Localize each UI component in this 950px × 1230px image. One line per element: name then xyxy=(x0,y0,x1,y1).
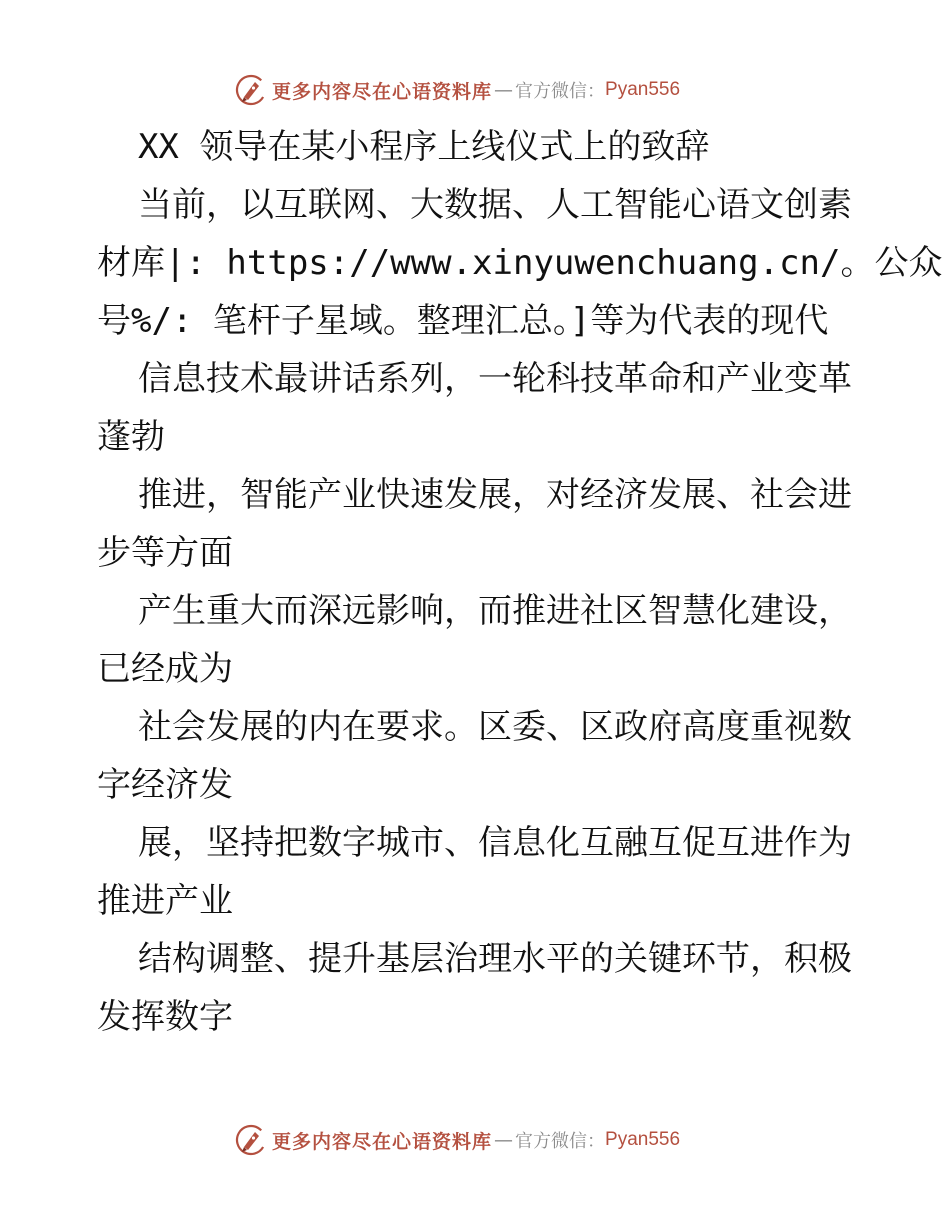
text-line: 展，坚持把数字城市、信息化互融互促互进作为 xyxy=(97,823,852,863)
document-body xyxy=(97,118,943,1046)
document-title: XX 领导在某小程序上线仪式上的致辞 xyxy=(97,127,710,167)
pen-nib-logo-icon xyxy=(234,73,268,107)
text-line: 材库|: https://www.xinyuwenchuang.cn/。公众 xyxy=(97,243,943,283)
footer-banner-content xyxy=(234,1120,680,1160)
header-banner-wechat-id: Pyan556 xyxy=(605,79,681,100)
text-line: 已经成为 xyxy=(97,649,233,689)
header-banner-content xyxy=(234,70,680,110)
footer-banner-wechat-id: Pyan556 xyxy=(605,1129,681,1150)
text-line: 字经济发 xyxy=(97,765,233,805)
text-line: 发挥数字 xyxy=(97,997,233,1037)
text-line: 号%/: 笔杆子星域。整理汇总。]等为代表的现代 xyxy=(97,301,829,341)
text-line: 产生重大而深远影响，而推进社区智慧化建设， xyxy=(97,591,852,631)
pen-nib-logo-icon xyxy=(234,1123,268,1157)
text-line: 当前，以互联网、大数据、人工智能心语文创素 xyxy=(97,185,852,225)
header-banner-separator: — xyxy=(494,79,514,101)
header-banner-wechat-label: 官方微信： xyxy=(515,81,606,102)
text-line: 推进产业 xyxy=(97,881,233,921)
header-banner xyxy=(0,70,950,110)
text-line: 信息技术最讲话系列，一轮科技革命和产业变革 xyxy=(97,359,852,399)
text-line: 蓬勃 xyxy=(97,417,165,457)
footer-banner-separator: — xyxy=(494,1129,514,1151)
footer-banner-wechat-label: 官方微信： xyxy=(515,1131,606,1152)
text-line: 社会发展的内在要求。区委、区政府高度重视数 xyxy=(97,707,852,747)
footer-banner xyxy=(0,1120,950,1160)
text-line: 推进，智能产业快速发展，对经济发展、社会进 xyxy=(97,475,852,515)
footer-banner-title: 更多内容尽在心语资料库 xyxy=(272,1130,493,1153)
text-line: 步等方面 xyxy=(97,533,233,573)
header-banner-title: 更多内容尽在心语资料库 xyxy=(272,80,493,103)
text-line: 结构调整、提升基层治理水平的关键环节，积极 xyxy=(97,939,852,979)
